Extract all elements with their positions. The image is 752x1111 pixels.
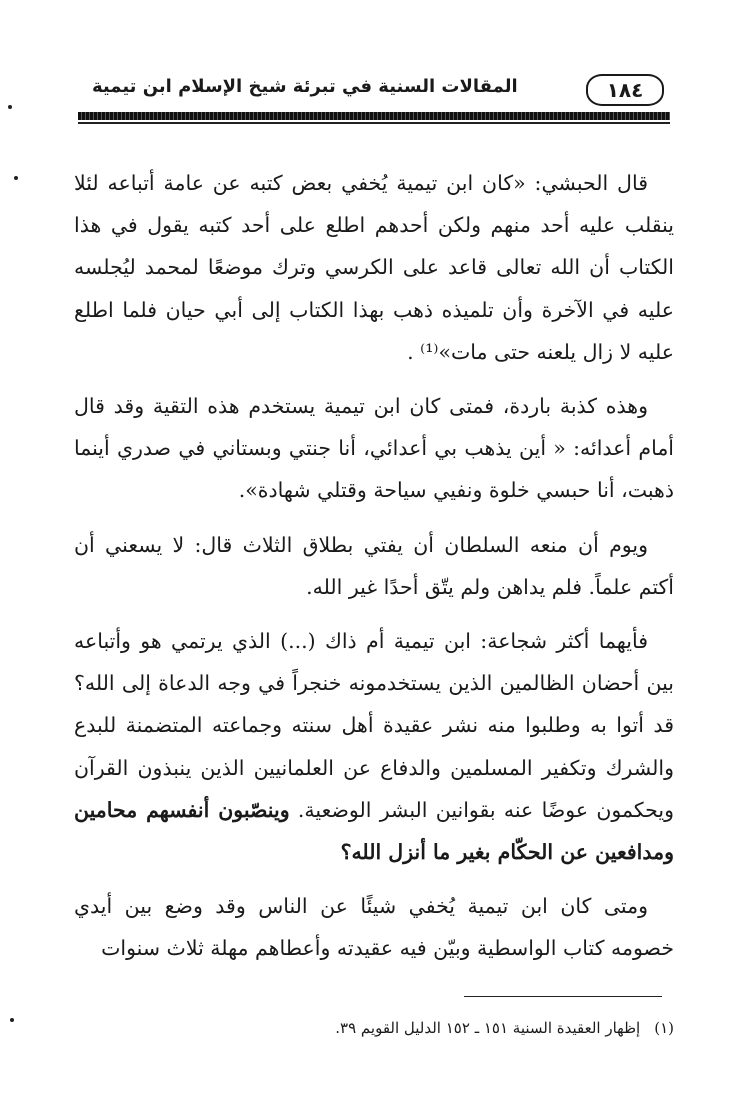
footnote-number: (١)	[654, 1019, 674, 1037]
header-rule-thin	[78, 122, 670, 124]
scan-speck	[10, 1018, 14, 1022]
body-text	[74, 162, 674, 982]
scan-speck	[14, 176, 18, 180]
bold-emphasis: وينصّبون أنفسهم محامين ومدافعين عن الحكّام بغير ما أنزل الله؟	[74, 797, 674, 865]
paragraph: فأيهما أكثر شجاعة: ابن تيمية أم ذاك (...) الذي يرتمي هو وأتباعه بين أحضان الظالمين الذين يستخدمونه خنجراً في وجه الدعاة إلى الله؟ قد أتوا به وطلبوا منه نشر عقيدة أهل سنته وجماعته المتضمنة للبدع والشرك وتكفير المسلمين والدفاع عن العلمانيين الذين ينبذون القرآن ويحكمون عوضًا عنه بقوانين البشر الوضعية. وينصّبون أنفسهم محامين ومدافعين عن الحكّام بغير ما أنزل الله؟	[74, 629, 674, 865]
scan-speck	[8, 105, 12, 109]
footnote-text: إظهار العقيدة السنية ١٥١ ـ ١٥٢ الدليل القويم ٣٩.	[335, 1019, 641, 1037]
running-title: المقالات السنية في تبرئة شيخ الإسلام ابن تيمية	[92, 76, 518, 97]
paragraph: قال الحبشي: «كان ابن تيمية يُخفي بعض كتبه عن عامة أتباعه لئلا ينقلب عليه أحد منهم ولكن أحدهم اطلع على أحد كتبه يقول في هذا الكتاب أن الله تعالى قاعد على الكرسي وترك موضعًا لمحمد ليُجلسه عليه في الآخرة وأن تلميذه ذهب بهذا الكتاب إلى أبي حيان فلما اطلع عليه لا زال يلعنه حتى مات»⁽¹⁾ .	[74, 171, 674, 364]
paragraph: ويوم أن منعه السلطان أن يفتي بطلاق الثلاث قال: لا يسعني أن أكتم علماً. فلم يداهن ولم يتّق أحدًا غير الله.	[74, 532, 674, 599]
header-rule	[78, 112, 670, 120]
page-header	[78, 60, 670, 112]
footnote-separator	[464, 996, 662, 997]
paragraph: وهذه كذبة باردة، فمتى كان ابن تيمية يستخدم هذه التقية وقد قال أمام أعدائه: « أين يذهب بي أعدائي، أنا جنتي وبستاني في صدري أينما ذهبت، أنا حبسي خلوة ونفيي سياحة وقتلي شهادة».	[74, 394, 674, 503]
paragraph: ومتى كان ابن تيمية يُخفي شيئًا عن الناس وقد وضع بين أيدي خصومه كتاب الواسطية وبيّن فيه عقيدته وأعطاهم مهلة ثلاث سنوات	[74, 894, 674, 961]
footnote	[74, 1016, 674, 1040]
page-number: ١٨٤	[586, 74, 664, 106]
